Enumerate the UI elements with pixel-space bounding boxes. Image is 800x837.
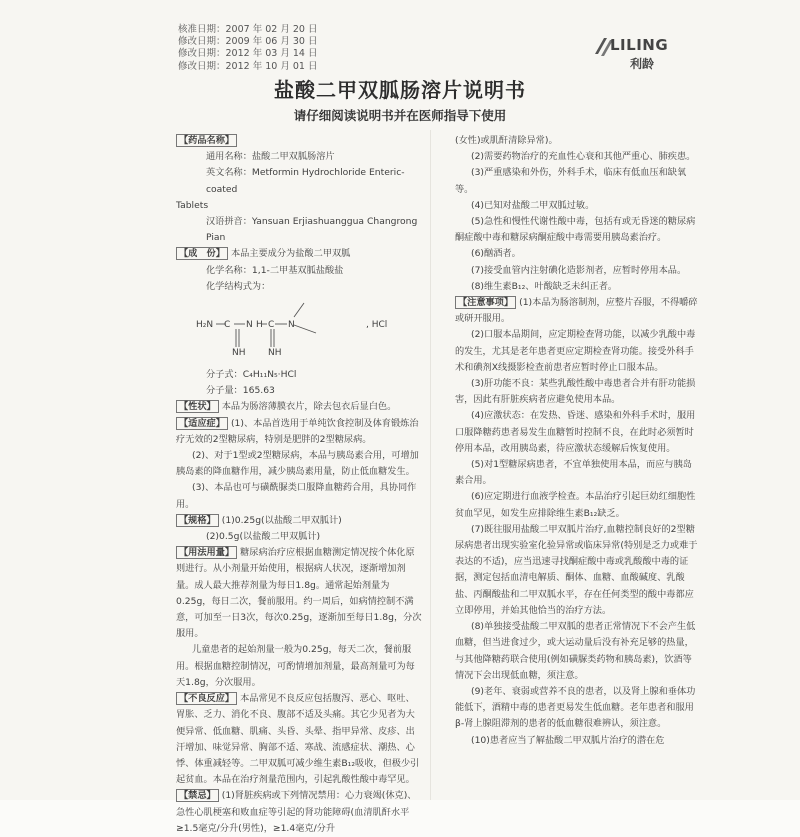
left-column — [176, 133, 422, 837]
svg-text:C: C — [268, 320, 275, 331]
section-heading-character: 【性状】 — [176, 400, 219, 413]
molecular-weight: 分子量：165.63 — [206, 385, 275, 397]
ingredient-text: 本品主要成分为盐酸二甲双胍 — [230, 248, 351, 260]
document-title: 盐酸二甲双胍肠溶片说明书 — [274, 78, 526, 102]
english-name-cont: Tablets — [176, 199, 209, 211]
structure-label: 化学结构式为： — [206, 280, 271, 292]
svg-text:N: N — [288, 320, 295, 331]
character-text: 本品为肠溶薄膜衣片，除去包衣后显白色。 — [221, 401, 397, 413]
molecular-formula: 分子式：C₄H₁₁N₅·HCl — [206, 369, 297, 381]
section-heading-contraindications: 【禁忌】 — [176, 789, 219, 802]
indication-1: (1)、本品首选用于单纯饮食控制及体育锻炼治疗无效的2型糖尿病，特别是肥胖的2型糖尿病。 — [176, 417, 419, 445]
approval-dates — [178, 24, 317, 73]
revision-date: 修改日期：2012 年 03 月 14 日 — [178, 48, 318, 60]
svg-text:H₂N: H₂N — [196, 320, 214, 331]
spec-1: (1)0.25g(以盐酸二甲双胍计) — [221, 514, 342, 526]
section-heading-ingredients: 【成 份】 — [176, 247, 228, 260]
caution-10: (10)患者应当了解盐酸二甲双胍片治疗的潜在危 — [471, 734, 665, 746]
company-logo — [592, 34, 682, 74]
svg-text:, HCl: , HCl — [366, 320, 388, 331]
indication-3: (3)、本品也可与磺酰脲类口服降血糖药合用，具协同作用。 — [176, 482, 417, 510]
chemical-structure — [176, 295, 422, 367]
usage-children: 儿童患者的起始剂量一般为0.25g，每天二次，餐前服用。根据血糖控制情况，可酌情增加剂量，最高剂量可为每天1.8g，分次服用。 — [176, 644, 415, 688]
pinyin-name: 汉语拼音：Yansuan Erjiashuanggua Changrong Pian — [206, 216, 418, 244]
contraindication-text: (1)肾脏疾病或下列情况禁用：心力衰竭(休克)、急性心肌梗塞和败血症等引起的肾功能障碍(血清肌酐水平≥1.5毫克/分升(男性)，≥1.4毫克/分升 — [176, 790, 417, 834]
caution-7: (7)既往服用盐酸二甲双胍片治疗,血糖控制良好的2型糖尿病患者出现实验室化验异常或临床异常(特别是乏力或难于表达的不适)，应当迅速寻找酮症酸中毒或乳酸酸中毒的证据，测定包括血清电解质、酮体、血糖、血酸碱度、乳酸盐、丙酮酸盐和二甲双胍水平，存在任何类型的酸中毒都应立即停用，并始其他恰当的治疗方法。 — [455, 523, 698, 616]
caution-2: (2)口服本品期间，应定期检查肾功能，以减少乳酸中毒的发生，尤其是老年患者更应定期检查肾功能。接受外科手术和碘剂X线摄影检查前患者应暂时停止口服本品。 — [455, 329, 696, 373]
svg-text:H: H — [256, 320, 263, 331]
approval-date: 核准日期：2007 年 02 月 20 日 — [178, 24, 318, 35]
caution-4: (4)应激状态：在发热、昏迷、感染和外科手术时，服用口服降糖药患者易发生血糖暂时控制不良，在此时必须暂时停用本品，改用胰岛素，待应激状态缓解后恢复使用。 — [455, 410, 696, 454]
indication-2: (2)、对于1型或2型糖尿病，本品与胰岛素合用，可增加胰岛素的降血糖作用，减少胰岛素用量，防止低血糖发生。 — [176, 450, 419, 478]
svg-text:N: N — [246, 320, 253, 331]
caution-3: (3)肝功能不良：某些乳酸性酸中毒患者合并有肝功能损害，因此有肝脏疾病者应避免使用本品。 — [455, 378, 696, 406]
contraindication-line: (女性)或肌酐清除异常)。 — [455, 135, 558, 146]
chemical-name: 化学名称：1,1-二甲基双胍盐酸盐 — [206, 264, 344, 276]
contraindication-line: (6)酗酒者。 — [471, 248, 521, 260]
document-subtitle: 请仔细阅读说明书并在医师指导下使用 — [293, 108, 507, 123]
revision-date: 修改日期：2009 年 06 月 30 日 — [178, 36, 318, 48]
logo-chinese-text: 利龄 — [630, 57, 655, 71]
adverse-text: 本品常见不良反应包括腹泻、恶心、呕吐、胃胀、乏力、消化不良、腹部不适及头痛。其它少见者为大便异常、低血糖、肌痛、头昏、头晕、指甲异常、皮疹、出汗增加、味觉异常、胸部不适、寒战、流感症状、潮热、心悸、体重减轻等。二甲双胍可减少维生素B₁₂吸收，但极少引起贫血。本品在治疗剂量范围内，引起乳酸性酸中毒罕见。 — [176, 693, 420, 786]
contraindication-line: (4)已知对盐酸二甲双胍过敏。 — [471, 199, 595, 211]
generic-name: 通用名称：盐酸二甲双胍肠溶片 — [206, 151, 335, 163]
contraindication-line: (7)接受血管内注射碘化造影剂者，应暂时停用本品。 — [471, 264, 687, 276]
caution-8: (8)单独接受盐酸二甲双胍的患者正常情况下不会产生低血糖，但当进食过少，或大运动量后没有补充足够的热量，与其他降糖药联合使用(例如磺脲类药物和胰岛素)，饮酒等情况下会出现低血糖，须注意。 — [455, 621, 696, 681]
svg-text:NH: NH — [232, 348, 246, 359]
section-heading-adverse-reactions: 【不良反应】 — [176, 692, 237, 705]
usage-text: 糖尿病治疗应根据血糖测定情况按个体化原则进行。从小剂量开始使用，根据病人状况，逐渐增加剂量。成人最大推荐剂量为每日1.8g。通常起始剂量为0.25g，每日二次，餐前服用。约一周后，如病情控制不满意，可加至一日3次，每次0.25g，逐渐加至每日1.8g，分次服用。 — [176, 547, 422, 640]
caution-1: (1)本品为肠溶制剂，应整片吞服，不得嚼碎或研开服用。 — [455, 297, 698, 325]
contraindication-line: (3)严重感染和外伤，外科手术，临床有低血压和缺氧等。 — [455, 167, 687, 195]
caution-6: (6)应定期进行血液学检查。本品治疗引起巨幼红细胞性贫血罕见，如发生应排除维生素B₁₂缺乏。 — [455, 491, 696, 519]
contraindication-line: (5)急性和慢性代谢性酸中毒，包括有或无昏迷的糖尿病酮症酸中毒和糖尿病酮症酸中毒需要用胰岛素治疗。 — [455, 216, 696, 244]
section-heading-drug-name: 【药品名称】 — [176, 134, 237, 147]
chemical-structure-diagram — [196, 295, 396, 367]
section-heading-specification: 【规格】 — [176, 514, 219, 527]
caution-5: (5)对1型糖尿病患者，不宜单独使用本品，而应与胰岛素合用。 — [455, 459, 692, 487]
contraindication-line: (8)维生素B₁₂、叶酸缺乏未纠正者。 — [471, 280, 618, 292]
english-name: 英文名称：Metformin Hydrochloride Enteric-coated — [206, 167, 405, 195]
page-fold-line — [430, 130, 431, 800]
svg-text:C: C — [224, 320, 231, 331]
logo-brand-text: LILING — [610, 36, 669, 54]
caution-9: (9)老年、衰弱或营养不良的患者，以及肾上腺和垂体功能低下，酒精中毒的患者更易发生低血糖。老年患者和服用β-肾上腺阻滞剂的患者的低血糖很难辨认，须注意。 — [455, 685, 696, 730]
revision-date: 修改日期：2012 年 10 月 01 日 — [178, 60, 318, 72]
right-column — [455, 133, 699, 749]
section-heading-precautions: 【注意事项】 — [455, 296, 516, 309]
section-heading-usage: 【用法用量】 — [176, 546, 237, 559]
section-heading-indications: 【适应症】 — [176, 417, 228, 430]
contraindication-line: (2)需要药物治疗的充血性心衰和其他严重心、肺疾患。 — [471, 151, 696, 163]
spec-2: (2)0.5g(以盐酸二甲双胍计) — [206, 531, 321, 543]
svg-text:NH: NH — [268, 348, 282, 359]
